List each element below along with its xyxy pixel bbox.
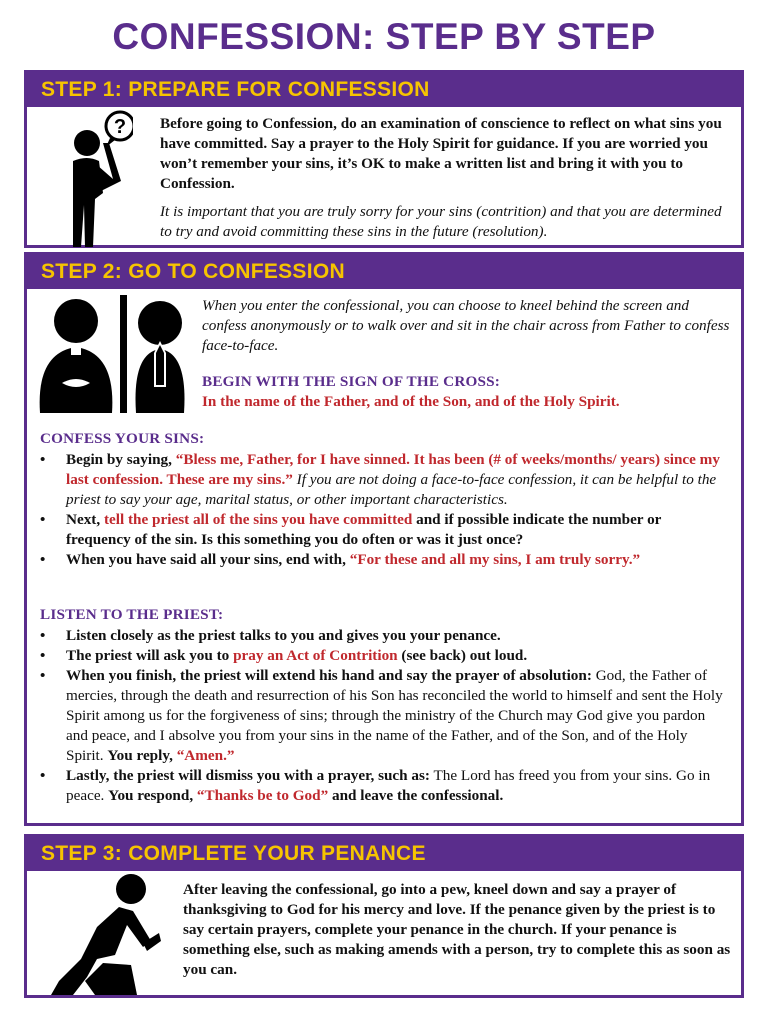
priest-and-penitent-icon [36,291,196,416]
sign-of-cross-heading: BEGIN WITH THE SIGN OF THE CROSS: [202,373,501,390]
step1-section [24,70,744,248]
kneeling-person-icon [47,871,177,997]
page-title: CONFESSION: STEP BY STEP [112,16,656,57]
step2-section [24,252,744,826]
step3-heading: STEP 3: COMPLETE YOUR PENANCE [27,837,741,871]
listen-heading: LISTEN TO THE PRIEST: [40,606,224,623]
list-item: • Listen closely as the priest talks to you and gives you your penance. [66,626,726,646]
thinking-person-icon [63,109,133,249]
step2-intro: When you enter the confessional, you can choose to kneel behind the screen and confess anonymously or to walk over and sit in the chair across from Father to confess face-to-face. [202,297,730,354]
confess-list [66,450,726,570]
step1-italic-text: It is important that you are truly sorry for your sins (contrition) and that you are determined to try and avoid committing these sins in the future (resolution). [160,203,722,240]
sign-of-cross-text: In the name of the Father, and of the Son, and of the Holy Spirit. [202,393,620,410]
svg-text:?: ? [113,116,127,138]
step1-bold-text: Before going to Confession, do an examination of conscience to reflect on what sins you have committed. Say a prayer to the Holy Spirit for guidance. If you are worried you won’t remember your sins, it’s OK to make a written list and bring it with you to Confession. [160,115,722,192]
list-item: • When you have said all your sins, end with, “For these and all my sins, I am truly sorry.” [66,550,726,570]
list-item: • Next, tell the priest all of the sins you have committed and if possible indicate the number or frequency of the sin. Is this something you do often or was it just once? [66,510,726,550]
confess-heading: CONFESS YOUR SINS: [40,430,205,447]
list-item: • Lastly, the priest will dismiss you with a prayer, such as: The Lord has freed you from your sins. Go in peace. You respond, “Thanks be to God” and leave the confessional. [66,766,726,806]
step3-section [24,834,744,998]
step1-heading: STEP 1: PREPARE FOR CONFESSION [27,73,741,107]
list-item: • When you finish, the priest will extend his hand and say the prayer of absolution: God, the Father of mercies, through the death and resurrection of his Son has reconciled the world to himself and sent the Holy Spirit among us for the forgiveness of sins; through the ministry of the Church may God give you pardon and peace, and I absolve you from your sins in the name of the Father, and of the Son, and of the Holy Spirit. You reply, “Amen.” [66,666,726,766]
step2-heading: STEP 2: GO TO CONFESSION [27,255,741,289]
list-item: • Begin by saying, “Bless me, Father, for I have sinned. It has been (# of weeks/months/ years) since my last confession. These are my sins.” If you are not doing a face-to-face confession, it can be helpful to the priest to say your age, marital status, or other important characteristics. [66,450,726,510]
listen-list [66,626,726,806]
list-item: • The priest will ask you to pray an Act of Contrition (see back) out loud. [66,646,726,666]
step3-text: After leaving the confessional, go into a pew, kneel down and say a prayer of thanksgiving to God for his mercy and love. If the penance given by the priest is to say certain prayers, complete your penance in the church. If your penance is something else, such as making amends with a person, try to complete this as soon as you can. [183,881,731,978]
